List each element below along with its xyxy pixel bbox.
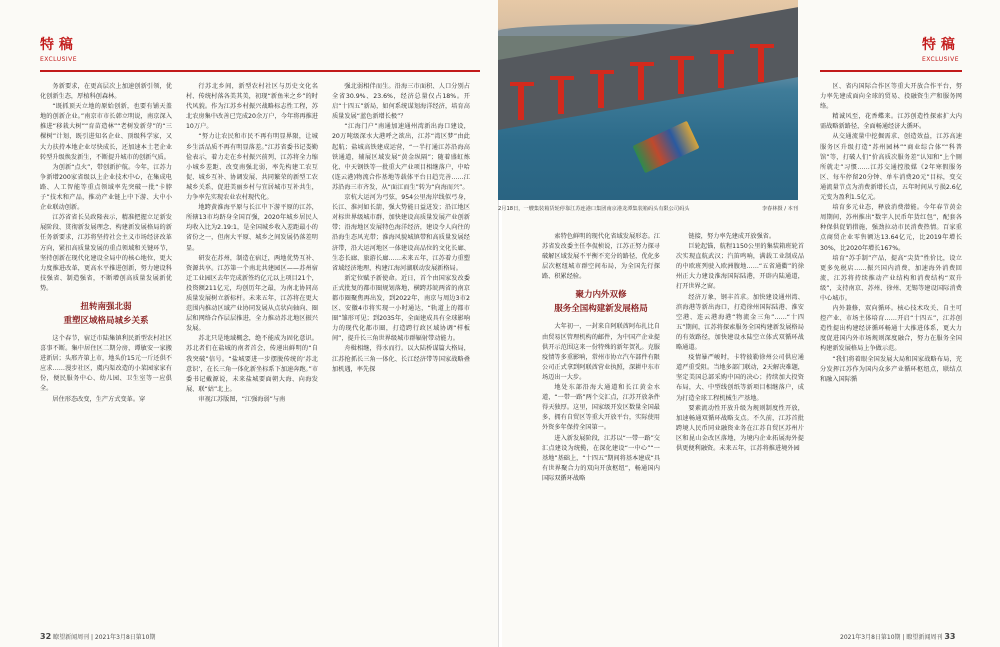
- paragraph: 务新要求，在更高层次上加速创新引领，优化创新生态，厚植科创森林。: [40, 83, 172, 101]
- paragraph: 这个春节，宿迁市陆集镇利民新型农村社区喜事不断。集中居住区二期分房，谭敏安一家搬进新居；头邢卉第上市，地头价15元一斤还供不应求……漫步社区，虞内渠改造的小菜园家家有份，便民服务中心、幼儿园、卫生室等一应俱全。: [40, 334, 172, 393]
- paragraph: “江海门户”南通加速通州湾新出海口建设，20万吨级深水大港呼之欲出，江苏“湾区梦”由此起航；盐城高铁建成运营，“一半打通江苏沿海高铁通道，辅展区域发展“黄金纵隔”；随着盛虹炼化、中天钢铁等一批重大产业项目相继落户，中哈(连云港)物流合作基地等载体平台日趋完善……江苏沿海三市齐发，从“面江而生”转为“向海而兴”。: [332, 123, 470, 191]
- paragraph: 培育“苏手制”产品，提高“尖货”性价比，设立更多免税店……振兴国内消费，加速海外消费回流，江苏将持续推动产业结构和消费结构“双升级”，支持南京、苏州、徐州、无锡等建设国际消费中心城市。: [820, 254, 962, 302]
- right-column-3: [820, 82, 962, 385]
- left-column-3: [332, 82, 470, 375]
- crane-icon: [678, 56, 684, 94]
- paragraph: 江苏省省长吴政隆表示，精准把握立足新发展阶段、贯彻新发展理念、构建新发展格局的新任务新要求，江苏将坚持社会主义市场经济改革方向，紧扣高质量发展的重点领域和关键环节，坚持创新在现代化建设全局中的核心地位，更大力度推进改革，更高水平推进创新，努力建设科技强省、制造强省，不断增创高质量发展新优势。: [40, 214, 172, 292]
- subhead: [40, 300, 172, 328]
- paragraph: 大年初一，一封来自阿联酋阿布扎比自由贸易区管理机构的邮件，为中国产企业提供开示范围这来一份特殊的新年贺礼。克服疫情等多重影响，常州市协立汽车部件有限公司正式拿到阿联酋营业执照，深耕中东市场迈出一大步。: [542, 323, 660, 381]
- paragraph: 研发在苏州，制造在宿迁，两地优势互补、资源共享。江苏第一个南北共建园区——苏州宿迁工业园区去年完成新签约亿元以上项目21个，投资额211亿元，均创历年之最，为南北协同高质量发展树立新标杆。未来五年，江苏将在更大范围内推动区域产业协同发展从点状向轴向、圈层和网络合作层层推进，全力推动苏北地区振兴发展。: [186, 254, 318, 333]
- right-page: [498, 0, 1000, 647]
- crane-icon: [518, 82, 524, 120]
- right-footer: [840, 632, 955, 641]
- paragraph: 审视江苏版图，“江强海弱”与南: [198, 395, 286, 403]
- paragraph: 经济万象，钢丰首求。加快建设通州湾、滨海港等新出海口，打造徐州国际陆港、淮安空港、连云港海港“物流金三角”……“十四五”期间，江苏将探索服务全国构建新发展格局的有效路径，加快建设永陆空立体式双循环战略通道。: [676, 293, 804, 352]
- paragraph: “我们将着眼全国发展大局和国家战略布局，充分发挥江苏作为国内众多产业循环枢纽点，联结点和融入国际循: [820, 355, 962, 383]
- page-number: 33: [944, 632, 956, 641]
- subhead-line-1: 聚力内外双修: [575, 290, 627, 301]
- paragraph: 要素流动性开放升级为规则制度性开放，加速畅通双循环战略支点。不久前，江苏首批跨境人民币同业融资业务在江苏自贸区苏州片区和昆山金改区落地，为境内企业拓展海外提供更便利融资。未来五年，江苏将推进境外园: [676, 404, 804, 452]
- footer-info: 2021年3月8日第10期 | 瞭望新闻周刊: [840, 634, 943, 641]
- photo-caption: [498, 205, 798, 213]
- port-photo: [498, 0, 798, 200]
- crane-icon: [558, 76, 564, 114]
- paragraph: 居住形态改变，生产方式变革。穿: [52, 395, 146, 403]
- paragraph: 精诚风至，花香蝶来。江苏创造性探索扩大内需战略新路径，全面畅通经济大循环。: [820, 113, 962, 131]
- container-ship: [632, 121, 699, 174]
- paragraph: 进入新发展阶段，江苏以“一带一路”交汇点建设为统揽，在深化建设“一中心”“一基地”基础上，“十四五”期间将基本建成“具有世界聚合力的双向开放枢纽”，畅通国内国际双循环战略: [542, 434, 661, 482]
- paragraph: “既抓顶天立地的原始创新，也要有铺天盖地的创新企业。”南京市市长韩立明说，南京深入推进“移栽大树”“育苗造林”“老树发新芽”的“三棵树”计划，既引进知名企业、顶级科学家，又大力扶持本地企业尽快成长，还加速本土老企业转型升级焕发新生，不断提升城市的创新气质。: [40, 103, 172, 161]
- subhead-line-2: 服务全国构建新发展格局: [554, 304, 648, 315]
- paragraph: “努力让农民和市民不再有明显界限，让城乡生活品质不再有明显落差。”江苏省委书记娄勤俭表示，着力走在乡村振兴前列，江苏将全力缩小城乡差距、改变南强北弱，率先构建工农互促、城乡互补、协调发展、共同繁荣的新型工农城乡关系，促进美丽乡村与宜居城市互补共生，力争率先实现农业农村现代化。: [186, 133, 318, 202]
- paragraph: 苏北只是地域概念，绝不能成为固化意识。苏北者们在盐城的南者首会，传递出鲜明的“自我突破”信号。“盐城要进一步摆脱传统的‘苏北意识’，在长三角一体化新坐标系下加速奔跑。”市委书记戴源说，未来盐城要面朝大海、向海发展、联“姑”北上。: [186, 335, 319, 393]
- paragraph: 地跨黄淮海平原与长江中下游平原的江苏，所辖13市均跻身全国百强，2020年城乡居民人均收入比为2.19:1，是全国城乡收入差距最小的省份之一，但南大平原、城乡之间发展仍落差明显。: [186, 204, 318, 252]
- brand-label-en: EXCLUSIVE: [40, 56, 78, 63]
- crane-icon: [758, 44, 764, 82]
- paragraph: 疫情暴严峻时，卡特彼勒徐州公司供应通道严重受阻。当地多部门联动，2天解决难题，坚定美国总部采购中国的决心；持续加大投资布局，大、中型线创纸等新项目相继落户，成为打造全球工程机械生产基地。: [676, 354, 804, 402]
- left-footer: [40, 632, 155, 641]
- crane-icon: [638, 62, 644, 100]
- paragraph: 培育多元业态，释放消费潜能。今年春节黄金周期间，苏州推出“数字人民币年货红包”，配套各种保供促销措施，强劲拉动市民消费热情。百家重点商贸企业零售额达13.64亿元，比2019年增长30%，比2020年增长167%。: [820, 204, 962, 252]
- paragraph: 行苏北乡间，新型农村社区与历史文化名村、传统村落各美其美，初现“新鱼米之乡”的时代风貌。作为江苏乡村振兴战略标志性工程，苏北农房集中改善已完成20余万户，今年将再推进10万户。: [186, 83, 318, 131]
- header-rule: [820, 70, 962, 72]
- photo-credit: 李春林摄 / 本刊: [761, 206, 798, 212]
- paragraph: 强北弱相伴而生。沿海三市面积、人口分别占全省30.9%、23.6%，经济总量仅占18%。开启“十四五”新局，如何系统谋划海洋经济，培育高质量发展“蓝色新增长极”？: [332, 83, 470, 121]
- paragraph: 巨轮起锚，航程1150公里的集装箱班轮首次实现直航武汉；汽笛鸣响，满载工业制成品的中欧班列驶入欧洲腹地……“五省通衢”的徐州正大力建设淮海国际陆港，开辟内陆通道，打开世界之窗。: [676, 243, 804, 291]
- header-rule: [40, 70, 480, 72]
- paragraph: 链接，努力率先建成开放强省。: [688, 233, 776, 240]
- subhead-line-2: 重塑区域格局城乡关系: [63, 315, 149, 326]
- paragraph: 地处东部沿海大通道和长江黄金水道，“一带一路”两个交汇点，江苏开放条件得天独厚。这里，国家级开发区数量全国最多，拥有自贸区等重大开放平台，实际使用外资多年保持全国第一。: [542, 384, 660, 432]
- section-brand: [40, 38, 77, 67]
- footer-info: 瞭望新闻周刊 | 2021年3月8日第10期: [53, 634, 156, 641]
- photo-block: [498, 0, 808, 220]
- crane-icon: [718, 50, 724, 88]
- brand-label: 特 稿: [40, 37, 73, 53]
- left-page: [0, 0, 499, 647]
- paragraph: 新定位赋予新使命。近日，首个由国家发改委正式批复的都市圈规划落地，横跨苏皖两省的南京都市圈聚焦再出发，到2022年，南京与周边3市2区、安徽4市将实现一小时通达，“轨道上的都市圈”雏形可见；到2035年，全面建成具有全球影响力的现代化都市圈，打造跨行政区域协调“样板间”，提升长三角世界级城市群辐射带动能力。: [332, 274, 470, 343]
- page-number: 32: [40, 632, 52, 641]
- subhead-line-1: 扭转南强北弱: [80, 301, 132, 312]
- right-column-1: [542, 232, 660, 484]
- paragraph: 内外兼修，双向循环。核心技术攻关、自主可控产业、市场主体培育……开启“十四五”，江苏创造性提出构建经济循环畅通十大推进体系，更大力度促进国内外市场规则深度融合，努力在服务全国构建新发展格局上争做示范。: [820, 305, 962, 353]
- crane-icon: [598, 70, 604, 108]
- subhead: [542, 288, 660, 316]
- paragraph: 为创新“点火”，带创新护航。今年，江苏力争新增200家省级以上企业技术中心，在集成电路、人工智能等重点领域率先突破一批“卡脖子”技术和产品，推动产业链上中下游、大中小企业联动创新。: [40, 163, 172, 212]
- paragraph: 舟楫相继，得水而行。以大陆桥谋篇大格局，江苏抢抓长三角一体化、长江经济带等国家战略叠加机遇，率先探: [332, 345, 470, 373]
- paragraph: 京杭大运河为弓弦，954公里海岸线似弓身，长江、淮河如长箭，强大势能日益迸发；沿江地区对标世界级城市群，加快建设高质量发展产业创新带；沿海地区发展特色海洋经济，建设令人向往的沿海生态风光带；淮海风貌城镇带和高质量发展经济带，沿大运河地区一体建设高品位的文化长廊、生态长廊、旅游长廊……未来五年，江苏着力重塑省域经济地理，构建江海河湖联动发展新格局。: [332, 194, 470, 272]
- paragraph: 从交通流量中挖掘需求、创造效益，江苏高速服务区升级打造“苏州园林”“商业综合体”“科普馆”等，打破人们“价高质次服务差”认知和“上个厕所就走”习惯……江苏交通控股媒《2年寒假服务区、每车停留20分钟、单车消费20元”目标，变交通流量节点为消费新增长点，五年时间从亏损2.6亿元变为盈利1.5亿元。: [820, 133, 962, 202]
- right-column-2: [676, 232, 804, 454]
- paragraph: 区、省内国际合作区等重大开放合作平台，努力率先建成面向全球的贸易、投融资生产和服务网络。: [820, 83, 962, 111]
- left-column-1: [40, 82, 172, 405]
- caption-text: 2月18日，一艘集装箱货轮停靠江苏连港口集团南京港龙潭集装箱码头有限公司码头: [498, 206, 690, 212]
- brand-label: 特 稿: [922, 37, 955, 53]
- paragraph: 索特色鲜明的现代化省域发展形态。江苏省发改委主任李侃桢说，江苏正努力探寻破解区域发展不平衡不充分的路径，优化多层次枢纽城市群空间布局，为全国先行探路、积累经验。: [542, 233, 660, 281]
- brand-label-en: EXCLUSIVE: [922, 56, 960, 63]
- left-column-2: [186, 82, 318, 405]
- section-brand-right: [922, 38, 959, 67]
